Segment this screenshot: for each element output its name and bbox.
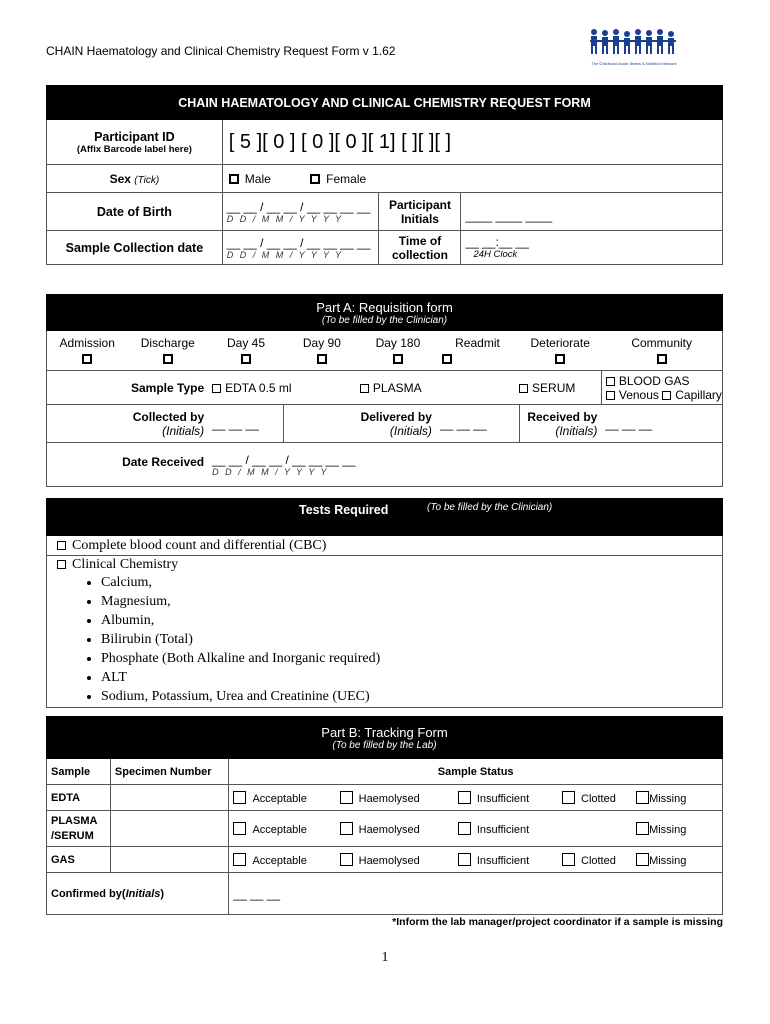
specimen-number-field[interactable]	[110, 847, 228, 873]
test-item: • Magnesium,	[101, 592, 722, 611]
capillary-checkbox[interactable]	[662, 391, 671, 400]
timepoint-label: Community	[631, 335, 693, 350]
insufficient-checkbox[interactable]	[458, 822, 471, 835]
clin-chem-label: Clinical Chemistry	[72, 557, 179, 572]
timepoint-deteriorate	[519, 331, 601, 371]
community-checkbox[interactable]	[657, 354, 667, 364]
col-specimen: Specimen Number	[110, 759, 228, 785]
timepoint-label: Readmit	[455, 335, 500, 350]
sample-type-label: Sample Type	[47, 371, 209, 405]
blood-gas-label: BLOOD GAS	[618, 373, 690, 388]
serum-label: SERUM	[532, 380, 576, 395]
timepoint-day90	[284, 331, 360, 371]
collected-by-hint: (Initials)	[162, 423, 205, 438]
timepoint-discharge	[127, 331, 208, 371]
timepoint-label: Day 45	[226, 335, 266, 350]
collection-date-field[interactable]	[222, 231, 379, 265]
plasma-option	[360, 371, 519, 405]
timepoint-day45	[208, 331, 284, 371]
row-sample: EDTA	[47, 785, 111, 811]
timepoint-label: Day 180	[375, 335, 421, 350]
timepoint-admission	[47, 331, 128, 371]
clin-chem-list	[47, 573, 722, 706]
footnote: *Inform the lab manager/project coordinator if a sample is missing	[392, 916, 723, 928]
date-received-field[interactable]	[208, 443, 722, 487]
dob-label: Date of Birth	[47, 193, 223, 231]
participant-initials-field[interactable]: ____ ____ ____	[461, 193, 723, 231]
sex-options-cell	[222, 165, 722, 193]
row-sample: GAS	[47, 847, 111, 873]
male-label: Male	[244, 171, 271, 186]
participant-id-field[interactable]: [ 5 ][ 0 ] [ 0 ][ 0 ][ 1] [ ][ ][ ]	[222, 120, 722, 165]
part-b-table	[46, 716, 723, 915]
venous-label: Venous	[618, 387, 659, 402]
edta-label: EDTA 0.5 ml	[225, 380, 292, 395]
table-row	[47, 811, 723, 847]
clotted-checkbox[interactable]	[562, 791, 575, 804]
table-row	[47, 785, 723, 811]
status-label: Insufficient	[476, 854, 530, 867]
edta-checkbox[interactable]	[212, 384, 221, 393]
test-item: • Bilirubin (Total)	[101, 630, 722, 649]
received-by-field[interactable]: __ __ __	[601, 405, 722, 443]
clotted-checkbox[interactable]	[562, 853, 575, 866]
participant-table	[46, 85, 723, 265]
time-field[interactable]	[461, 231, 723, 265]
status-cell	[229, 847, 723, 873]
part-a-header	[47, 295, 723, 331]
acceptable-checkbox[interactable]	[233, 822, 246, 835]
people-logo-icon	[588, 28, 680, 56]
timepoint-label: Deteriorate	[530, 335, 590, 350]
status-label: Haemolysed	[358, 854, 420, 867]
acceptable-checkbox[interactable]	[233, 853, 246, 866]
status-label: Clotted	[581, 854, 616, 867]
cbc-row	[46, 536, 723, 556]
specimen-number-field[interactable]	[110, 811, 228, 847]
status-label: Haemolysed	[358, 823, 420, 836]
delivered-by-field[interactable]: __ __ __	[436, 405, 519, 443]
collection-date-blank: __ __ / __ __ / __ __ __ __	[226, 235, 371, 250]
document-title: CHAIN Haematology and Clinical Chemistry Request Form v 1.62	[46, 44, 396, 58]
missing-checkbox[interactable]	[636, 791, 649, 804]
dob-hint: D D / M M / Y Y Y Y	[226, 213, 344, 224]
date-received-label: Date Received	[47, 443, 209, 487]
chain-logo	[588, 28, 680, 64]
sex-hint: (Tick)	[134, 174, 160, 186]
serum-checkbox[interactable]	[519, 384, 528, 393]
deteriorate-checkbox[interactable]	[555, 354, 565, 364]
delivered-by-label: Delivered by	[360, 409, 432, 424]
test-item: • Calcium,	[101, 573, 722, 592]
timepoint-label: Day 90	[302, 335, 341, 350]
status-label: Insufficient	[476, 823, 530, 836]
col-status: Sample Status	[229, 759, 723, 785]
plasma-label: PLASMA	[372, 380, 422, 395]
time-label: Time of collection	[379, 231, 461, 265]
delivered-by-cell	[284, 405, 436, 443]
status-label: Acceptable	[252, 854, 307, 867]
form-title: CHAIN HAEMATOLOGY AND CLINICAL CHEMISTRY REQUEST FORM	[47, 86, 723, 120]
part-b-header	[47, 717, 723, 759]
collection-date-hint: D D / M M / Y Y Y Y	[226, 249, 344, 260]
confirmed-by-field[interactable]: __ __ __	[229, 873, 723, 915]
haemolysed-checkbox[interactable]	[340, 822, 353, 835]
status-label: Acceptable	[252, 792, 307, 805]
female-label: Female	[326, 171, 367, 186]
cbc-checkbox[interactable]	[57, 541, 66, 550]
timepoint-label: Admission	[59, 335, 115, 350]
timepoint-community	[601, 331, 722, 371]
test-item: • Albumin,	[101, 611, 722, 630]
test-item: • Sodium, Potassium, Urea and Creatinine (UEC)	[101, 687, 722, 706]
test-item: • ALT	[101, 668, 722, 687]
dob-field[interactable]	[222, 193, 379, 231]
col-sample: Sample	[47, 759, 111, 785]
logo-caption: The Childhood Acute Illness & Nutrition Network	[591, 61, 677, 66]
status-label: Insufficient	[476, 792, 530, 805]
tests-title: Tests Required	[299, 503, 389, 517]
haemolysed-checkbox[interactable]	[340, 791, 353, 804]
confirmed-by-label	[47, 873, 229, 915]
date-received-blank: __ __ / __ __ / __ __ __ __	[212, 452, 356, 467]
tests-subtitle: (To be filled by the Clinician)	[427, 502, 553, 513]
haemolysed-checkbox[interactable]	[340, 853, 353, 866]
received-by-hint: (Initials)	[555, 423, 598, 438]
dob-blank: __ __ / __ __ / __ __ __ __	[226, 199, 371, 214]
participant-initials-label: Participant Initials	[379, 193, 461, 231]
female-checkbox[interactable]	[310, 174, 320, 184]
status-label: Acceptable	[252, 823, 307, 836]
timepoint-day180	[360, 331, 436, 371]
admission-checkbox[interactable]	[82, 354, 92, 364]
status-label: Clotted	[581, 792, 616, 805]
part-a-title: Part A: Requisition form	[316, 299, 453, 315]
part-b-subtitle: (To be filled by the Lab)	[332, 739, 437, 751]
collection-date-label: Sample Collection date	[47, 231, 223, 265]
date-received-hint: D D / M M / Y Y Y Y	[212, 466, 329, 477]
clin-chem-checkbox[interactable]	[57, 560, 66, 569]
capillary-label: Capillary	[675, 387, 722, 402]
blood-gas-cell	[601, 371, 722, 405]
status-label: Missing	[649, 792, 687, 805]
collected-by-label: Collected by	[132, 409, 205, 424]
sex-label: Sex	[109, 171, 131, 186]
row-sample: PLASMA /SERUM	[47, 811, 111, 847]
day45-checkbox[interactable]	[241, 354, 251, 364]
received-by-label: Received by	[527, 409, 598, 424]
test-item: • Phosphate (Both Alkaline and Inorganic required)	[101, 649, 722, 668]
part-b-title: Part B: Tracking Form	[321, 724, 448, 740]
participant-id-sub: (Affix Barcode label here)	[76, 143, 192, 155]
confirmed-by-initials: Initials	[125, 887, 161, 900]
serum-option	[519, 371, 601, 405]
received-by-cell	[519, 405, 601, 443]
day90-checkbox[interactable]	[317, 354, 327, 364]
status-cell	[229, 785, 723, 811]
clin-chem-block	[46, 556, 723, 708]
table-row	[47, 847, 723, 873]
blood-gas-checkbox[interactable]	[606, 377, 615, 386]
plasma-checkbox[interactable]	[360, 384, 369, 393]
collected-by-field[interactable]: __ __ __	[208, 405, 284, 443]
page-number: 1	[381, 950, 389, 965]
status-label: Missing	[649, 823, 687, 836]
timepoint-label: Discharge	[140, 335, 195, 350]
missing-checkbox[interactable]	[636, 853, 649, 866]
participant-id-label: Participant ID	[94, 129, 175, 144]
status-label: Missing	[649, 854, 687, 867]
readmit-checkbox[interactable]	[442, 354, 452, 364]
venous-checkbox[interactable]	[606, 391, 615, 400]
part-a-subtitle: (To be filled by the Clinician)	[321, 314, 448, 326]
missing-checkbox[interactable]	[636, 822, 649, 835]
discharge-checkbox[interactable]	[163, 354, 173, 364]
insufficient-checkbox[interactable]	[458, 791, 471, 804]
delivered-by-hint: (Initials)	[389, 423, 432, 438]
cbc-label: Complete blood count and differential (CBC)	[72, 538, 327, 553]
tests-header	[46, 498, 723, 536]
specimen-number-field[interactable]	[110, 785, 228, 811]
sex-label-cell	[47, 165, 223, 193]
part-a-table	[46, 294, 723, 487]
confirmed-by-end: )	[160, 887, 165, 900]
time-hint: 24H Clock	[473, 249, 518, 260]
status-label: Haemolysed	[358, 792, 420, 805]
male-checkbox[interactable]	[229, 174, 239, 184]
timepoint-readmit	[436, 331, 519, 371]
collected-by-cell	[47, 405, 209, 443]
time-blank: __ __:__ __	[465, 235, 529, 249]
insufficient-checkbox[interactable]	[458, 853, 471, 866]
edta-option	[208, 371, 360, 405]
participant-id-label-cell	[47, 120, 223, 165]
confirmed-by-text: Confirmed by(	[51, 887, 126, 900]
status-cell	[229, 811, 723, 847]
acceptable-checkbox[interactable]	[233, 791, 246, 804]
day180-checkbox[interactable]	[393, 354, 403, 364]
